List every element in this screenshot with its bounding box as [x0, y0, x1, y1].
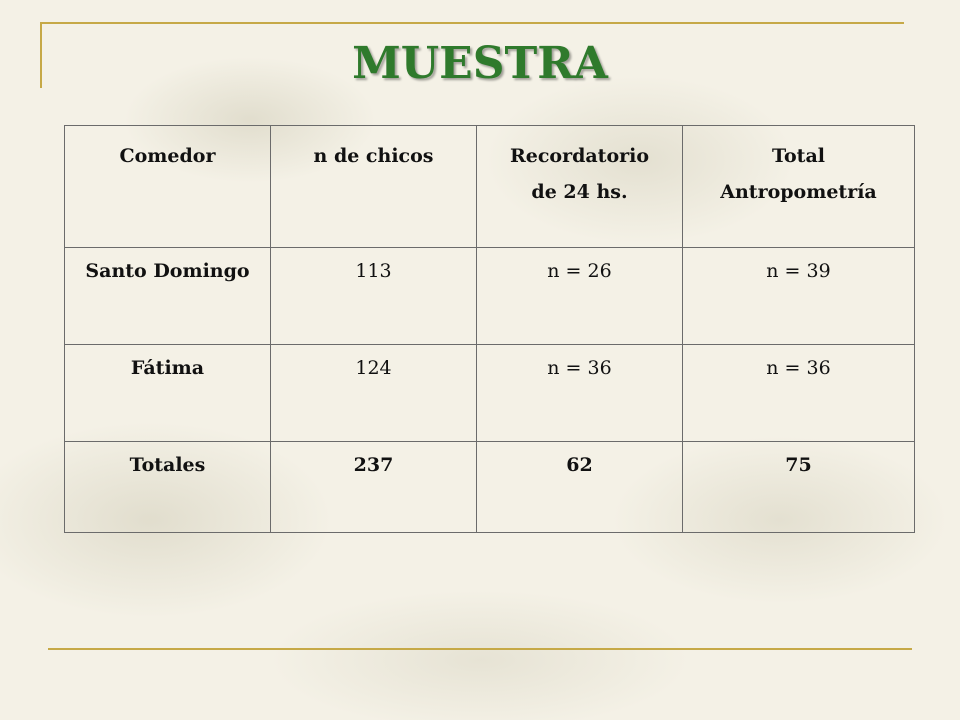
bottom-divider	[48, 648, 912, 650]
header-comedor: Comedor	[65, 126, 271, 248]
page-title: MUESTRA	[352, 38, 608, 89]
row-label-fatima: Fátima	[65, 345, 271, 442]
cell-antropometria: n = 39	[683, 248, 915, 345]
row-label-totales: Totales	[65, 442, 271, 533]
total-recordatorio: 62	[477, 442, 683, 533]
total-antropometria: 75	[683, 442, 915, 533]
table-row	[65, 345, 915, 442]
header-antropometria	[683, 126, 915, 248]
total-n-chicos: 237	[271, 442, 477, 533]
sample-table	[64, 125, 915, 533]
header-recordatorio-line2: de 24 hs.	[531, 181, 628, 203]
header-antropometria-line1: Total	[772, 145, 825, 167]
header-n-chicos: n de chicos	[271, 126, 477, 248]
header-recordatorio	[477, 126, 683, 248]
cell-antropometria: n = 36	[683, 345, 915, 442]
top-divider	[40, 22, 904, 24]
row-label-santo-domingo: Santo Domingo	[65, 248, 271, 345]
cell-recordatorio: n = 36	[477, 345, 683, 442]
table-header-row	[65, 126, 915, 248]
cell-n-chicos: 124	[271, 345, 477, 442]
header-recordatorio-line1: Recordatorio	[509, 145, 650, 167]
table-row	[65, 248, 915, 345]
cell-recordatorio: n = 26	[477, 248, 683, 345]
cell-n-chicos: 113	[271, 248, 477, 345]
table-totals-row	[65, 442, 915, 533]
header-antropometria-line2: Antropometría	[720, 181, 877, 203]
